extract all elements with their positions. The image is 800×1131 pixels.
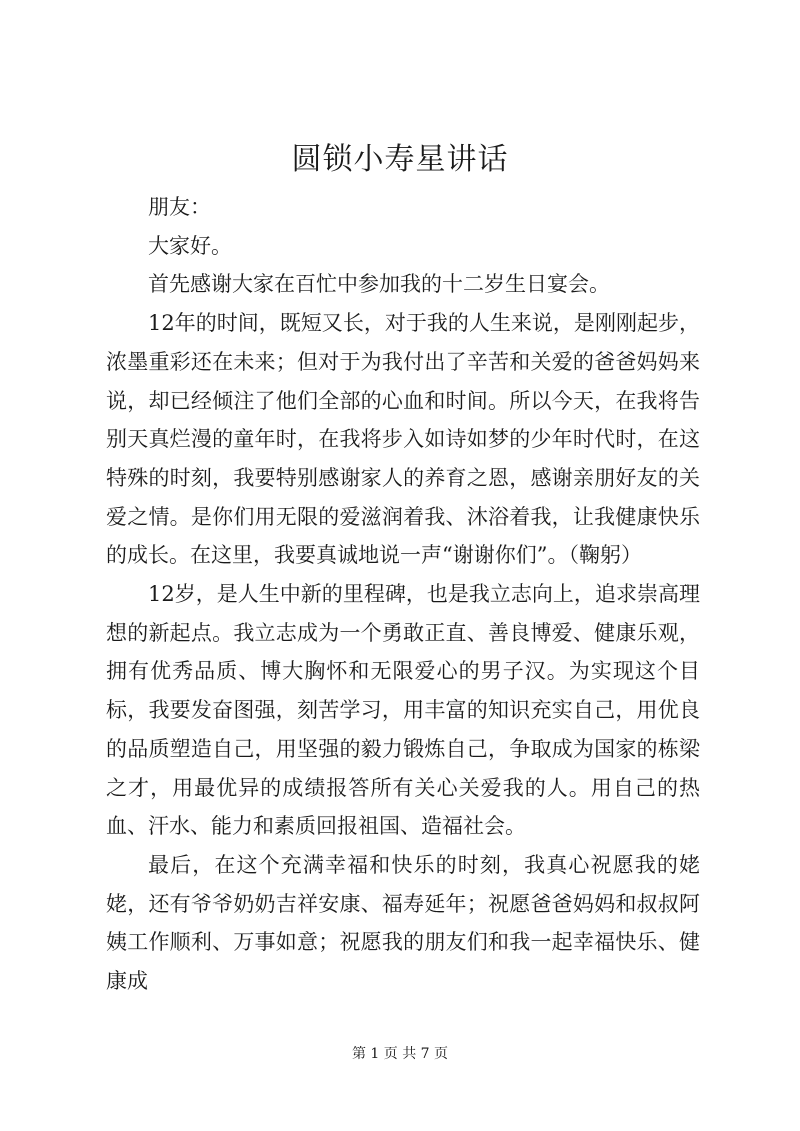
paragraph-milestone: 12岁，是人生中新的里程碑，也是我立志向上，追求崇高理想的新起点。我立志成为一个勇敢正直、善良博爱、健康乐观，拥有优秀品质、博大胸怀和无限爱心的男子汉。为实现这个目标，我要发奋图强，刻苦学习，用丰富的知识充实自己，用优良的品质塑造自己，用坚强的毅力锻炼自己，争取成为国家的栋梁之才，用最优异的成绩报答所有关心关爱我的人。用自己的热血、汗水、能力和素质回报祖国、造福社会。 [106,582,700,839]
paragraph-greeting-all: 大家好。 [148,233,232,258]
page-number-footer: 第 1 页 共 7 页 [351,1046,449,1062]
document-title: 圆锁小寿星讲话 [291,142,509,177]
paragraph-greeting-friends: 朋友： [148,195,211,219]
paragraph-wishes: 最后，在这个充满幸福和快乐的时刻，我真心祝愿我的姥姥，还有爷爷奶奶吉祥安康、福寿延年；祝愿爸爸妈妈和叔叔阿姨工作顺利、万事如意；祝愿我的朋友们和我一起幸福快乐、健康成 [106,852,700,994]
paragraph-thanks: 首先感谢大家在百忙中参加我的十二岁生日宴会。 [148,272,610,297]
document-body [106,188,700,1001]
paragraph-twelve-years: 12年的时间，既短又长，对于我的人生来说，是刚刚起步，浓墨重彩还在未来；但对于为我付出了辛苦和关爱的爸爸妈妈来说，却已经倾注了他们全部的心血和时间。所以今天，在我将告别天真烂漫的童年时，在我将步入如诗如梦的少年时代时，在这特殊的时刻，我要特别感谢家人的养育之恩，感谢亲朋好友的关爱之情。是你们用无限的爱滋润着我、沐浴着我，让我健康快乐的成长。在这里，我要真诚地说一声“谢谢你们”。（鞠躬） [106,311,700,568]
